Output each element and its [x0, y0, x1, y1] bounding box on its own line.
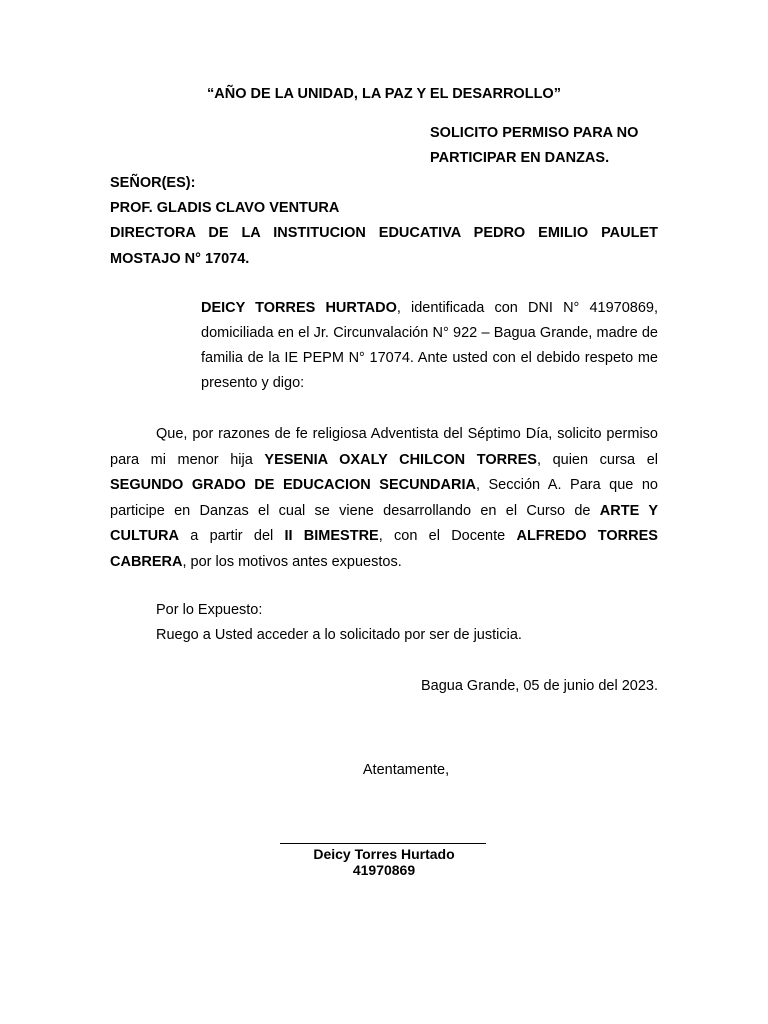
request-text-4: a partir del — [179, 528, 285, 544]
place-date: Bagua Grande, 05 de junio del 2023. — [420, 678, 658, 694]
ruego-line: Ruego a Usted acceder a lo solicitado por ser de justicia. — [156, 627, 522, 643]
period-name: II BIMESTRE — [284, 528, 379, 544]
subject-line-2: PARTICIPAR EN DANZAS. — [430, 150, 610, 166]
subject-line-1: SOLICITO PERMISO PARA NO — [430, 125, 639, 141]
signer-dni: 41970869 — [352, 862, 416, 878]
intro-paragraph — [201, 296, 658, 396]
addressee-position-line-1: DIRECTORA DE LA INSTITUCION EDUCATIVA PEDRO EMILIO PAULET — [110, 225, 658, 241]
request-paragraph — [110, 422, 658, 575]
student-grade: SEGUNDO GRADO DE EDUCACION SECUNDARIA — [110, 477, 476, 493]
teacher-name: ALFREDO TORRES CABRERA — [110, 528, 658, 570]
addressee-position-line-2: MOSTAJO N° 17074. — [110, 251, 250, 267]
por-lo-expuesto: Por lo Expuesto: — [156, 602, 263, 618]
atentamente: Atentamente, — [362, 762, 450, 778]
addressee-name: PROF. GLADIS CLAVO VENTURA — [110, 200, 340, 216]
course-name: ARTE Y CULTURA — [110, 502, 658, 544]
request-text-6: , por los motivos antes expuestos. — [182, 553, 402, 570]
signature-line — [280, 843, 486, 844]
student-name: YESENIA OXALY CHILCON TORRES — [264, 451, 537, 468]
applicant-name: DEICY TORRES HURTADO — [201, 300, 397, 316]
intro-text: , identificada con DNI N° 41970869, domiciliada en el Jr. Circunvalación N° 922 – Bagua Grande, madre de familia de la IE PEPM N° 17074. Ante usted con el debido respeto me presento y digo: — [201, 300, 659, 391]
request-text-3: , Sección A. Para que no participe en Danzas el cual se viene desarrollando en el Curso de — [110, 477, 658, 519]
signer-name: Deicy Torres Hurtado — [313, 846, 455, 862]
request-text-1: Que, por razones de fe religiosa Adventista del Séptimo Día, solicito permiso para mi menor hija — [110, 426, 658, 468]
salutation: SEÑOR(ES): — [110, 175, 196, 191]
year-motto: “AÑO DE LA UNIDAD, LA PAZ Y EL DESARROLLO” — [207, 86, 561, 102]
request-text-2: , quien cursa el — [536, 451, 659, 468]
request-text-5: , con el Docente — [378, 528, 517, 544]
